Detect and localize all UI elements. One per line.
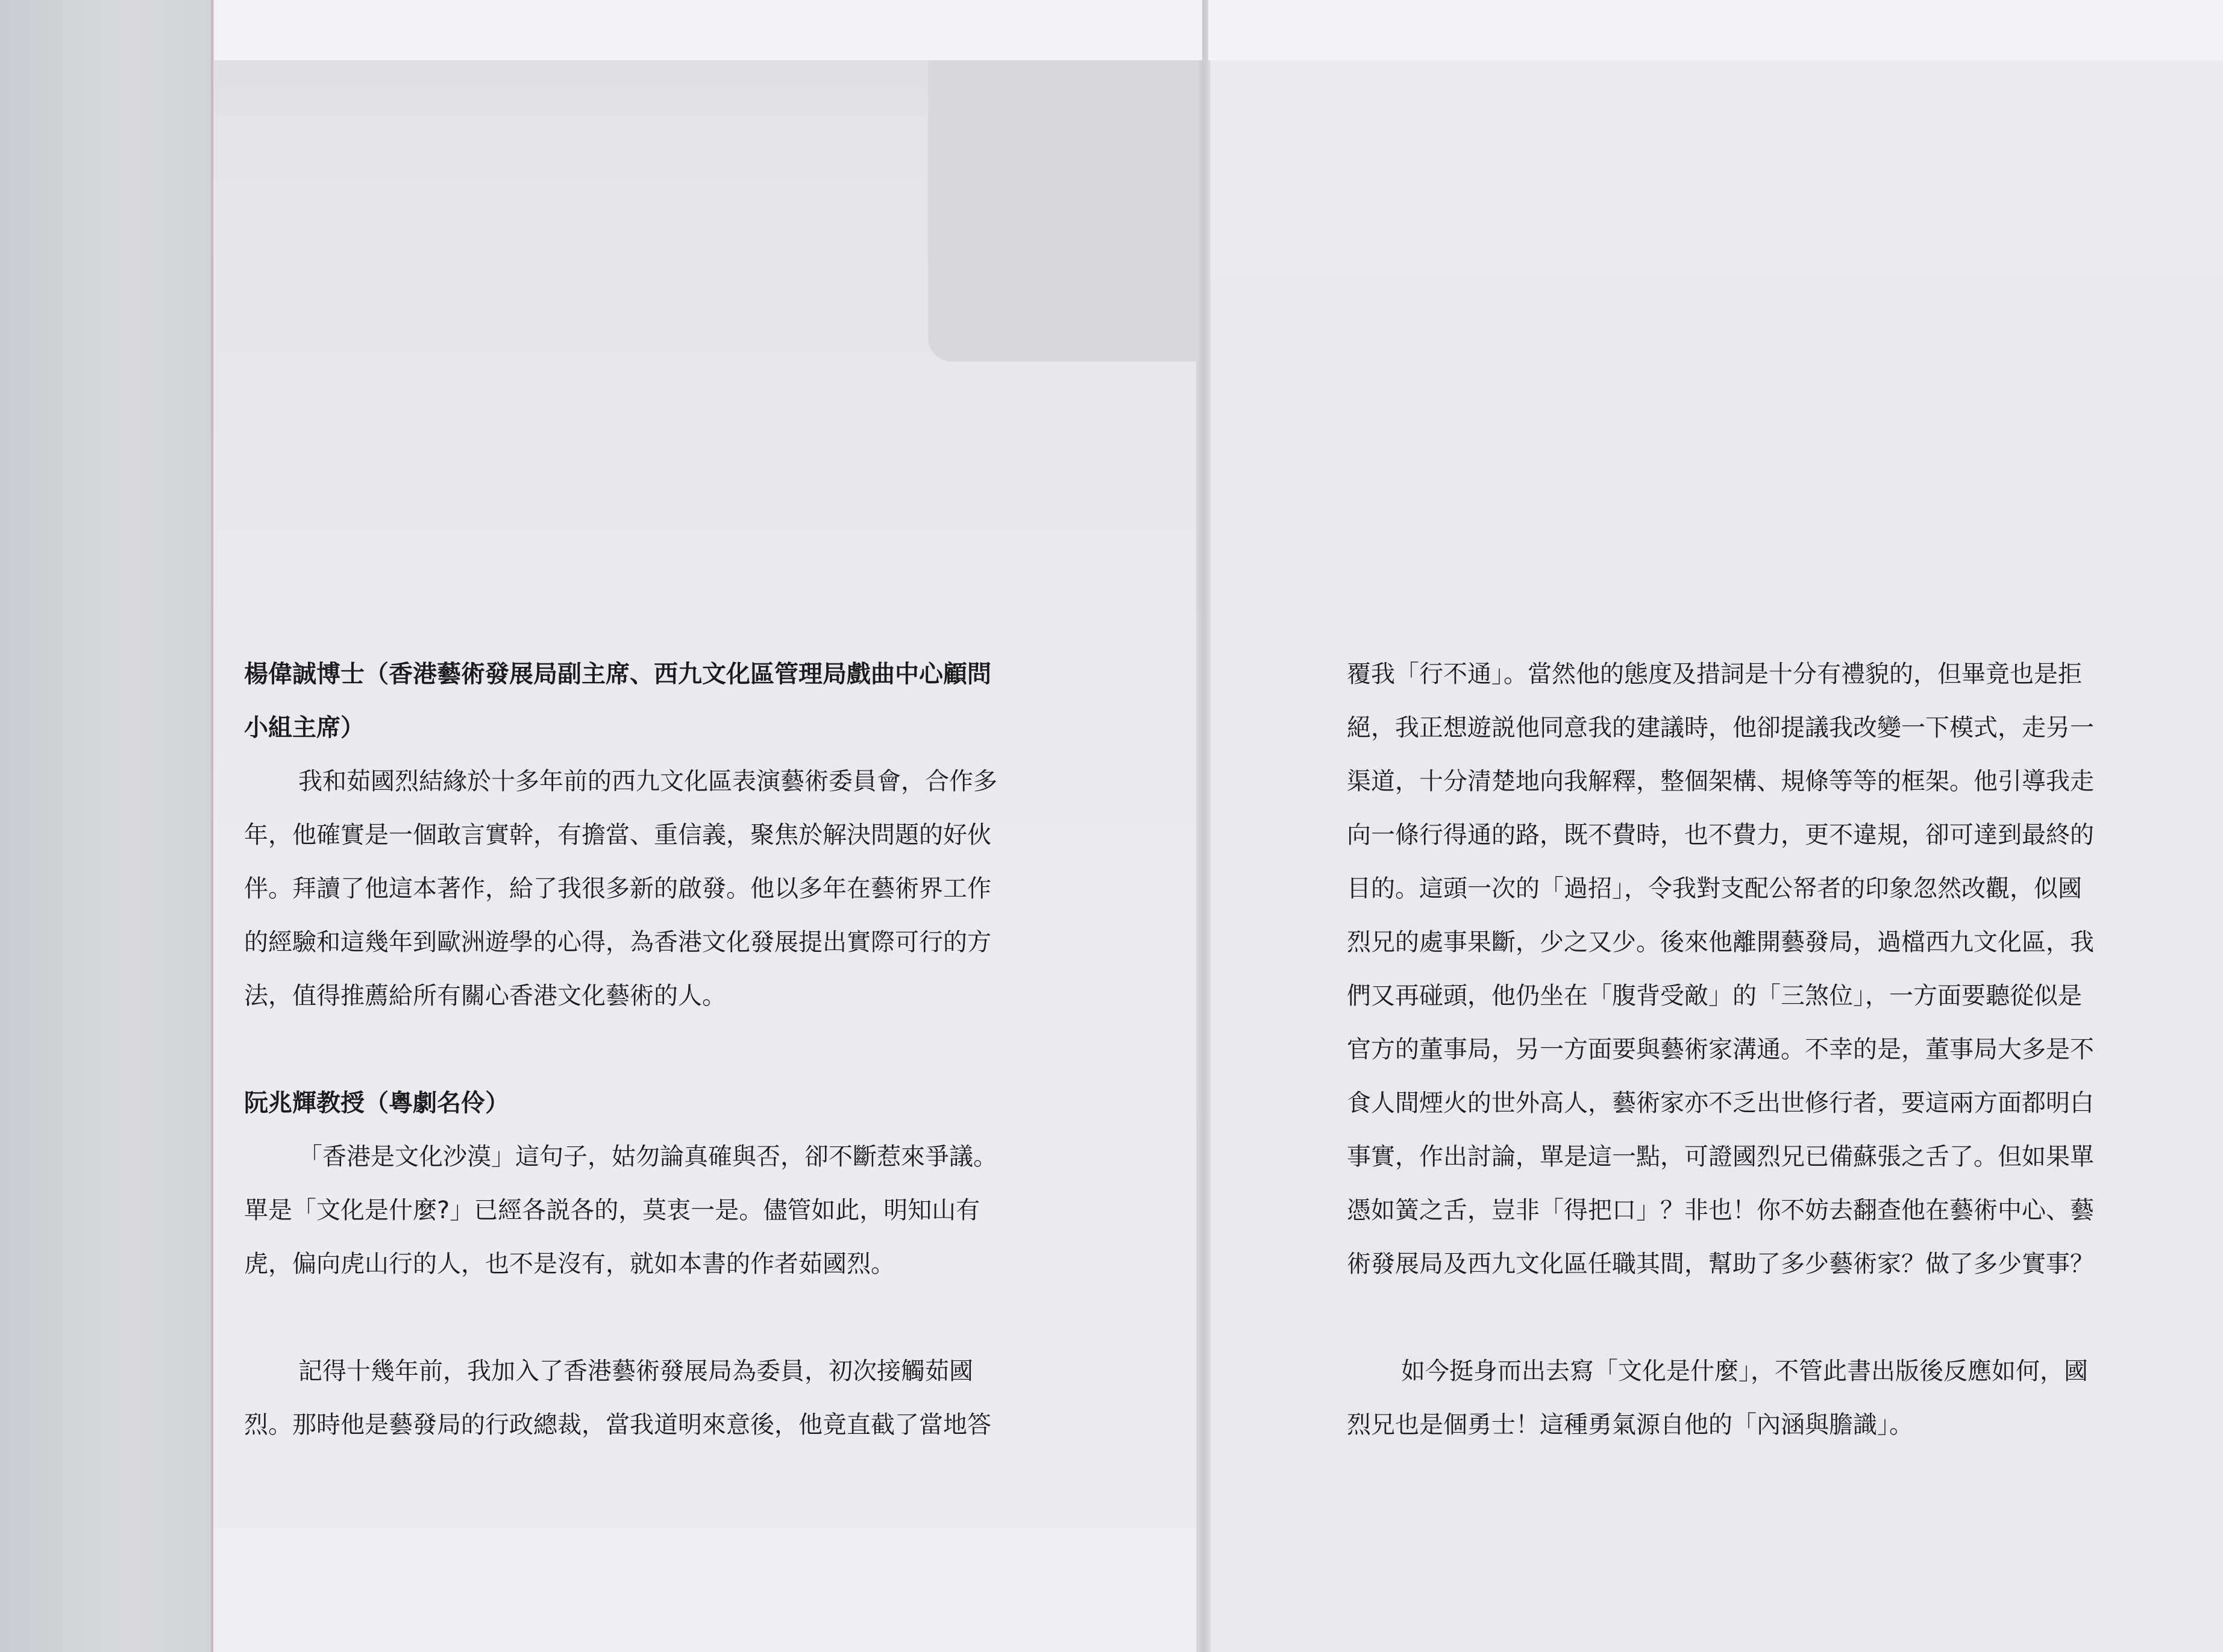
body-line: 們又再碰頭，他仍坐在「腹背受敵」的「三煞位」，一方面要聽從似是 bbox=[1347, 982, 2082, 1010]
left-page-top-band bbox=[214, 0, 1202, 60]
paragraph-1 bbox=[1347, 648, 2094, 1291]
body-line: 年，他確實是一個敢言實幹，有擔當、重信義，聚焦於解決問題的好伙 bbox=[244, 821, 991, 849]
body-line: 術發展局及西九文化區任職其間，幫助了多少藝術家？做了多少實事？ bbox=[1347, 1250, 2094, 1278]
paragraph-gap bbox=[1347, 1291, 2094, 1345]
body-line: 我和茹國烈結緣於十多年前的西九文化區表演藝術委員會，合作多 bbox=[298, 768, 997, 795]
paragraph-2 bbox=[1347, 1345, 2094, 1452]
body-line: 如今挺身而出去寫「文化是什麼」，不管此書出版後反應如何，國 bbox=[1401, 1357, 2088, 1385]
left-page-text bbox=[244, 648, 997, 1452]
body-line: 渠道，十分清楚地向我解釋，整個架構、規條等等的框架。他引導我走 bbox=[1347, 768, 2094, 795]
body-line: 烈兄的處事果斷，少之又少。後來他離開藝發局，過檔西九文化區，我 bbox=[1347, 928, 2094, 956]
body-line: 法，值得推薦給所有關心香港文化藝術的人。 bbox=[244, 982, 726, 1010]
section-yuen bbox=[244, 1077, 997, 1452]
body-line: 烈兄也是個勇士！這種勇氣源自他的「內涵與膽識」。 bbox=[1347, 1411, 1913, 1439]
body-line: 食人間煙火的世外高人，藝術家亦不乏出世修行者，要這兩方面都明白 bbox=[1347, 1089, 2094, 1117]
body-line: 的經驗和這幾年到歐洲遊學的心得，為香港文化發展提出實際可行的方 bbox=[244, 928, 991, 956]
body-line: 向一條行得通的路，既不費時，也不費力，更不違規，卻可達到最終的 bbox=[1347, 821, 2094, 849]
body-line: 單是「文化是什麼?」已經各説各的，莫衷一是。儘管如此，明知山有 bbox=[244, 1197, 980, 1224]
body-line: 虎，偏向虎山行的人，也不是沒有，就如本書的作者茹國烈。 bbox=[244, 1250, 895, 1278]
right-page-top-band bbox=[1208, 0, 2223, 60]
body-line: 覆我「行不通」。當然他的態度及措詞是十分有禮貌的，但畢竟也是拒 bbox=[1347, 660, 2082, 688]
right-page-text bbox=[1347, 648, 2094, 1452]
body-line: 「香港是文化沙漠」這句子，姑勿論真確與否，卻不斷惹來爭議。 bbox=[298, 1143, 997, 1171]
section-yeung bbox=[244, 648, 997, 1023]
body-line: 伴。拜讀了他這本著作，給了我很多新的啟發。他以多年在藝術界工作 bbox=[244, 875, 991, 903]
body-line: 目的。這頭一次的「過招」，令我對支配公帑者的印象忽然改觀，似國 bbox=[1347, 875, 2082, 903]
background-left-edge bbox=[0, 0, 217, 1652]
body-line: 事實，作出討論，單是這一點，可證國烈兄已備蘇張之舌了。但如果單 bbox=[1347, 1143, 2094, 1171]
paragraph-gap bbox=[244, 1291, 997, 1345]
body-line: 記得十幾年前，我加入了香港藝術發展局為委員，初次接觸茹國 bbox=[298, 1357, 973, 1385]
body-line: 憑如簧之舌，豈非「得把口」？非也！你不妨去翻查他在藝術中心、藝 bbox=[1347, 1197, 2094, 1224]
section-heading-line: 阮兆輝教授（粵劇名伶） bbox=[244, 1089, 509, 1117]
section-heading-line: 楊偉誠博士（香港藝術發展局副主席、西九文化區管理局戲曲中心顧問 bbox=[244, 660, 991, 688]
shadow-area bbox=[928, 60, 1199, 361]
body-line: 官方的董事局，另一方面要與藝術家溝通。不幸的是，董事局大多是不 bbox=[1347, 1036, 2094, 1063]
paragraph-gap bbox=[244, 1023, 997, 1077]
body-line: 烈。那時他是藝發局的行政總裁，當我道明來意後，他竟直截了當地答 bbox=[244, 1411, 991, 1439]
body-line: 絕，我正想遊説他同意我的建議時，他卻提議我改變一下模式，走另一 bbox=[1347, 714, 2094, 742]
section-heading-line: 小組主席） bbox=[244, 714, 365, 742]
